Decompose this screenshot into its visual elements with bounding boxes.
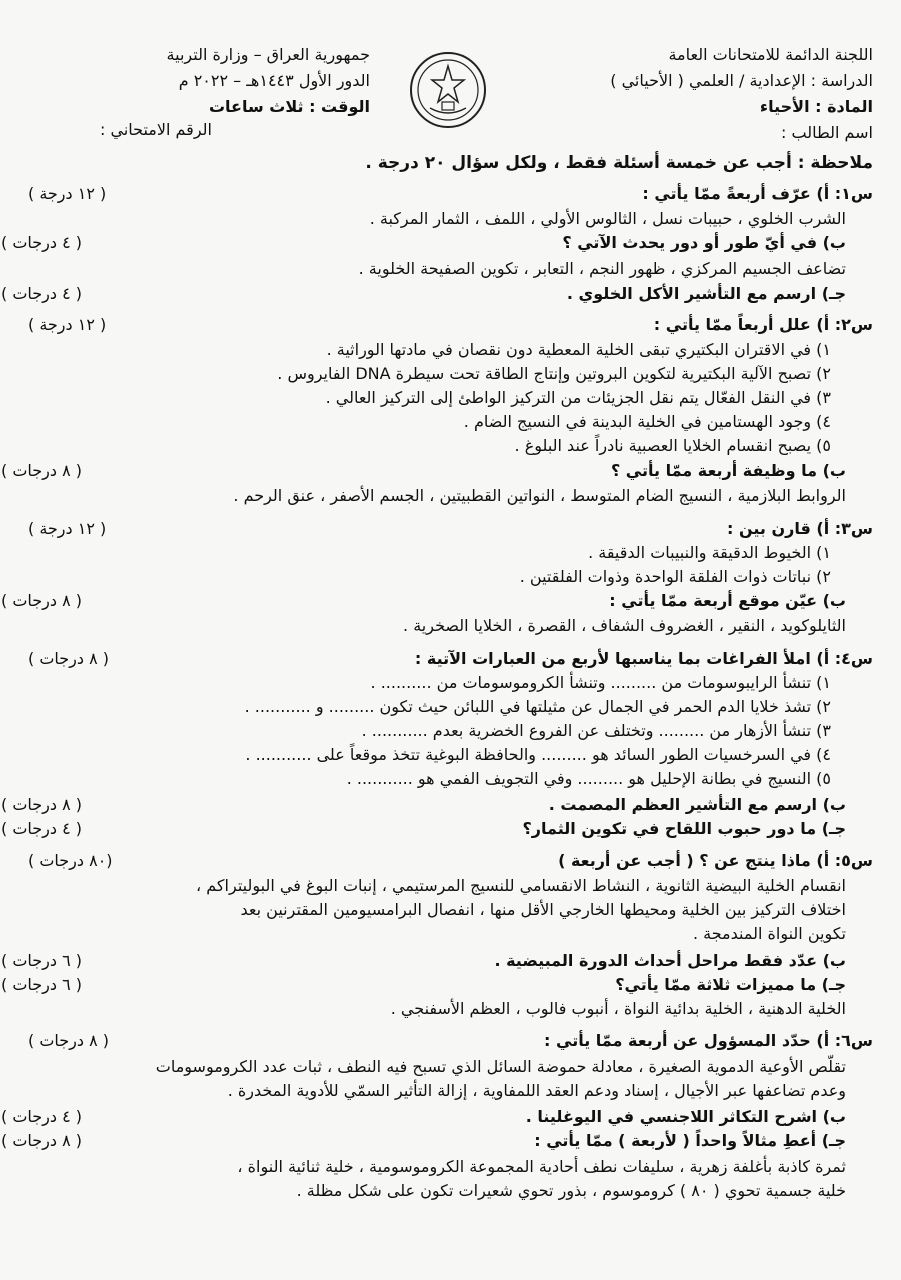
exam-time: الوقت : ثلاث ساعات [208,97,370,116]
q2-b [1,460,846,482]
q6-a-line-2: وعدم تضاعفها عبر الأجيال ، إسناد ودعم العقد اللمفاوية ، إزالة التأثير السمّي للأدوية المخدرة . [227,1081,846,1100]
q4-a-item-1: ١) تنشأ الرايبوسومات من ......... وتنشأ الكروموسومات من .......... . [370,673,831,692]
exam-number-label: الرقم الامتحاني : [100,120,212,139]
q4-a-item-2: ٢) تشذ خلايا الدم الحمر في الجمال عن مثيلتها في اللبائن حيث تكون ......... و ........... . [244,697,831,716]
q4-c-text: جـ) ما دور حبوب اللقاح في تكوين الثمار؟ [522,819,846,838]
study-branch: الدراسة : الإعدادية / العلمي ( الأحيائي ) [610,71,873,90]
q3-b-text: ب) عيّن موقع أربعة ممّا يأتي : [609,591,846,610]
q5-b-mark: ( ٦ درجات ) [1,951,83,970]
q6-c-mark: ( ٨ درجات ) [1,1131,83,1150]
q2-b-items: الروابط البلازمية ، النسيج الضام المتوسط ، النواتين القطبيتين ، الجسم الأصفر ، عنق الرحم . [233,486,846,505]
q4-c [1,818,846,840]
q5-c-text: جـ) ما مميزات ثلاثة ممّا يأتي؟ [615,975,846,994]
q5-c [1,974,846,996]
q3-a-text: س٣: أ) قارن بين : [726,519,873,538]
q1-b [1,232,846,254]
q2-a-mark: ( ١٢ درجة ) [28,315,107,334]
q1-a-mark: ( ١٢ درجة ) [28,184,107,203]
q6-c-line-1: ثمرة كاذبة بأغلفة زهرية ، سليفات نطف أحادية المجموعة الكروموسومية ، خلية ثنائية النواة ، [237,1157,846,1176]
q1-b-items: تضاعف الجسيم المركزي ، ظهور النجم ، التعابر ، تكوين الصفيحة الخلوية . [358,259,846,278]
q2-a-item-1: ١) في الاقتران البكتيري تبقى الخلية المعطية دون نقصان في مادتها الوراثية . [326,340,831,359]
q5-a-text: س٥: أ) ماذا ينتج عن ؟ ( أجب عن أربعة ) [558,851,873,870]
q6-c [1,1130,846,1152]
exam-note: ملاحظة : أجب عن خمسة أسئلة فقط ، ولكل سؤال ٢٠ درجة . [365,153,873,173]
q4-a-mark: ( ٨ درجات ) [28,649,110,668]
q6-b-text: ب) اشرح التكاثر اللاجنسي في اليوغلينا . [525,1107,846,1126]
committee-name: اللجنة الدائمة للامتحانات العامة [668,45,873,64]
q3-a [28,518,873,540]
q4-a-item-3: ٣) تنشأ الأزهار من ......... وتختلف عن الفروع الخضرية بعدم ........... . [361,721,831,740]
q5-a [28,850,873,872]
subject: المادة : الأحياء [759,97,873,116]
q5-a-line-2: اختلاف التركيز بين الخلية ومحيطها الخارجي الأقل منها ، انفصال البرامسيومين المقترنين بعد [240,900,846,919]
q1-c [1,283,846,305]
q3-a-mark: ( ١٢ درجة ) [28,519,107,538]
header-left [50,42,370,120]
q4-b [1,794,846,816]
q2-a-text: س٢: أ) علل أربعاً ممّا يأتي : [653,315,873,334]
q6-b [1,1106,846,1128]
q5-a-line-1: انقسام الخلية البيضية الثانوية ، النشاط الانقسامي للنسيج المرستيمي ، إنبات البوغ في البوليتراكم ، [196,876,846,895]
q5-a-mark: (٨٠ درجات ) [28,851,113,870]
q1-b-mark: ( ٤ درجات ) [1,233,83,252]
q1-a [28,183,873,205]
q4-b-text: ب) ارسم مع التأشير العظم المصمت . [548,795,846,814]
q5-c-mark: ( ٦ درجات ) [1,975,83,994]
q6-a-text: س٦: أ) حدّد المسؤول عن أربعة ممّا يأتي : [544,1031,873,1050]
q2-a-item-3: ٣) في النقل الفعّال يتم نقل الجزيئات من التركيز الواطئ إلى التركيز العالي . [325,388,831,407]
q1-a-text: س١: أ) عرّف أربعةً ممّا يأتي : [642,184,873,203]
exam-round: الدور الأول ١٤٤٣هـ – ٢٠٢٢ م [178,71,370,90]
q3-a-item-1: ١) الخيوط الدقيقة والنبيبات الدقيقة . [588,543,831,562]
q4-a-item-4: ٤) في السرخسيات الطور السائد هو ......... والحافظة البوغية تتخذ موقعاً على ........... . [245,745,831,764]
q1-c-text: جـ) ارسم مع التأشير الأكل الخلوي . [566,284,846,303]
q2-a [28,314,873,336]
q1-a-items: الشرب الخلوي ، حبيبات نسل ، الثالوس الأولي ، اللمف ، الثمار المركبة . [369,209,846,228]
q1-b-text: ب) في أيّ طور أو دور يحدث الآتي ؟ [562,233,846,252]
q5-a-line-3: تكوين النواة المندمجة . [692,924,846,943]
q6-a [28,1030,873,1052]
q4-b-mark: ( ٨ درجات ) [1,795,83,814]
q6-b-mark: ( ٤ درجات ) [1,1107,83,1126]
q5-c-items: الخلية الدهنية ، الخلية بدائية النواة ، أنبوب فالوب ، العظم الأسفنجي . [390,999,846,1018]
q3-b [1,590,846,612]
country-ministry: جمهورية العراق – وزارة التربية [166,45,370,64]
q2-b-mark: ( ٨ درجات ) [1,461,83,480]
q4-a-item-5: ٥) النسيج في بطانة الإحليل هو ......... وفي التجويف الفمي هو ........... . [346,769,831,788]
q6-a-mark: ( ٨ درجات ) [28,1031,110,1050]
student-name-label: اسم الطالب : [781,123,873,142]
q4-c-mark: ( ٤ درجات ) [1,819,83,838]
q2-b-text: ب) ما وظيفة أربعة ممّا يأتي ؟ [610,461,846,480]
q3-b-mark: ( ٨ درجات ) [1,591,83,610]
q1-c-mark: ( ٤ درجات ) [1,284,83,303]
q4-a [28,648,873,670]
q2-a-item-5: ٥) يصبح انقسام الخلايا العصبية نادراً عند البلوغ . [514,436,831,455]
q3-b-items: الثايلوكويد ، النقير ، الغضروف الشفاف ، القصرة ، الخلايا الصخرية . [403,616,846,635]
header-right [553,42,873,146]
q6-a-line-1: تقلّص الأوعية الدموية الصغيرة ، معادلة حموضة السائل الذي تسبح فيه النطف ، ثبات عدد الكروموسومات [155,1057,846,1076]
q6-c-text: جـ) أعطِ مثالاً واحداً ( لأربعة ) ممّا يأتي : [534,1131,846,1150]
q2-a-item-4: ٤) وجود الهستامين في الخلية البدينة في النسيج الضام . [463,412,831,431]
q6-c-line-2: خلية جسمية تحوي ( ٨٠ ) كروموسوم ، بذور تحوي شعيرات تكون على شكل مظلة . [296,1181,846,1200]
q4-a-text: س٤: أ) املأ الفراغات بما يناسبها لأربع من العبارات الآتية : [414,649,873,668]
ministry-seal-icon [408,50,488,130]
q3-a-item-2: ٢) نباتات ذوات الفلقة الواحدة وذوات الفلقتين . [519,567,831,586]
q2-a-item-2: ٢) تصبح الآلية البكتيرية لتكوين البروتين وإنتاج الطاقة تحت سيطرة DNA الفايروس . [277,364,831,383]
q5-b [1,950,846,972]
q5-b-text: ب) عدّد فقط مراحل أحداث الدورة المبيضية . [494,951,846,970]
